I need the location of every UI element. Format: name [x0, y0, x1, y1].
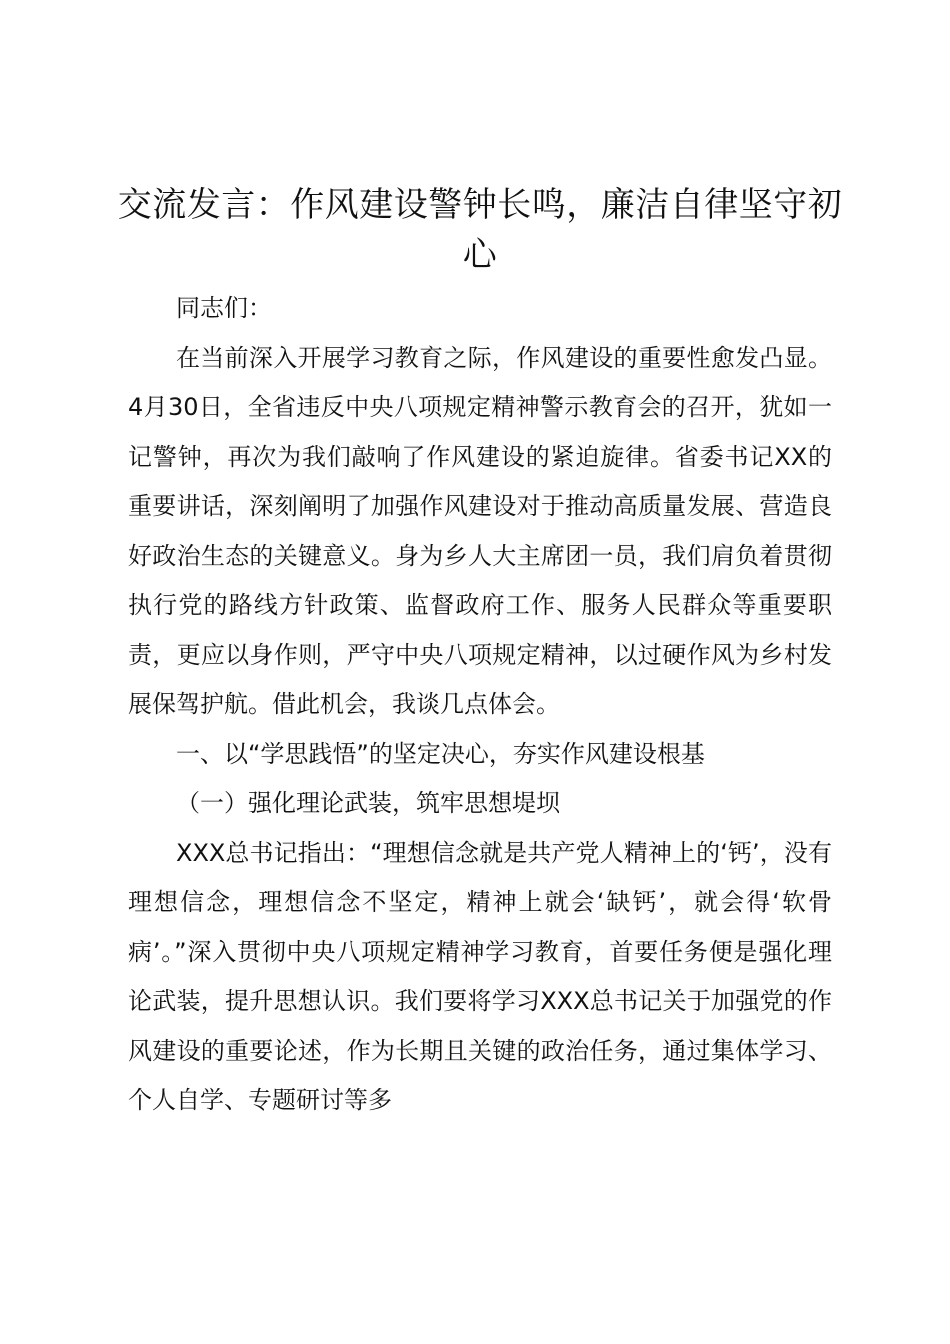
body-paragraph: 在当前深入开展学习教育之际，作风建设的重要性愈发凸显。4月30日，全省违反中央八项规定精神警示教育会的召开，犹如一记警钟，再次为我们敲响了作风建设的紧迫旋律。省委书记XX的重要讲话，深刻阐明了加强作风建设对于推动高质量发展、营造良好政治生态的关键意义。身为乡人大主席团一员，我们肩负着贯彻执行党的路线方针政策、监督政府工作、服务人民群众等重要职责，更应以身作则，严守中央八项规定精神，以过硬作风为乡村发展保驾护航。借此机会，我谈几点体会。: [128, 343, 832, 718]
document-title: 交流发言：作风建设警钟长鸣，廉洁自律坚守初心: [117, 185, 843, 275]
body-paragraph: XXX总书记指出：“理想信念就是共产党人精神上的‘钙’，没有理想信念，理想信念不坚定，精神上就会‘缺钙’，就会得‘软骨病’。”深入贯彻中央八项规定精神学习教育，首要任务便是强化理论武装，提升思想认识。我们要将学习XXX总书记关于加强党的作风建设的重要论述，作为长期且关键的政治任务，通过集体学习、个人自学、专题研讨等多: [128, 838, 832, 1114]
salutation: 同志们：: [176, 294, 272, 322]
section-heading: 一、以“学思践悟”的坚定决心，夯实作风建设根基: [176, 739, 705, 768]
document-body: [128, 284, 832, 1126]
subsection-heading: （一）强化理论武装，筑牢思想堤坝: [176, 789, 560, 817]
